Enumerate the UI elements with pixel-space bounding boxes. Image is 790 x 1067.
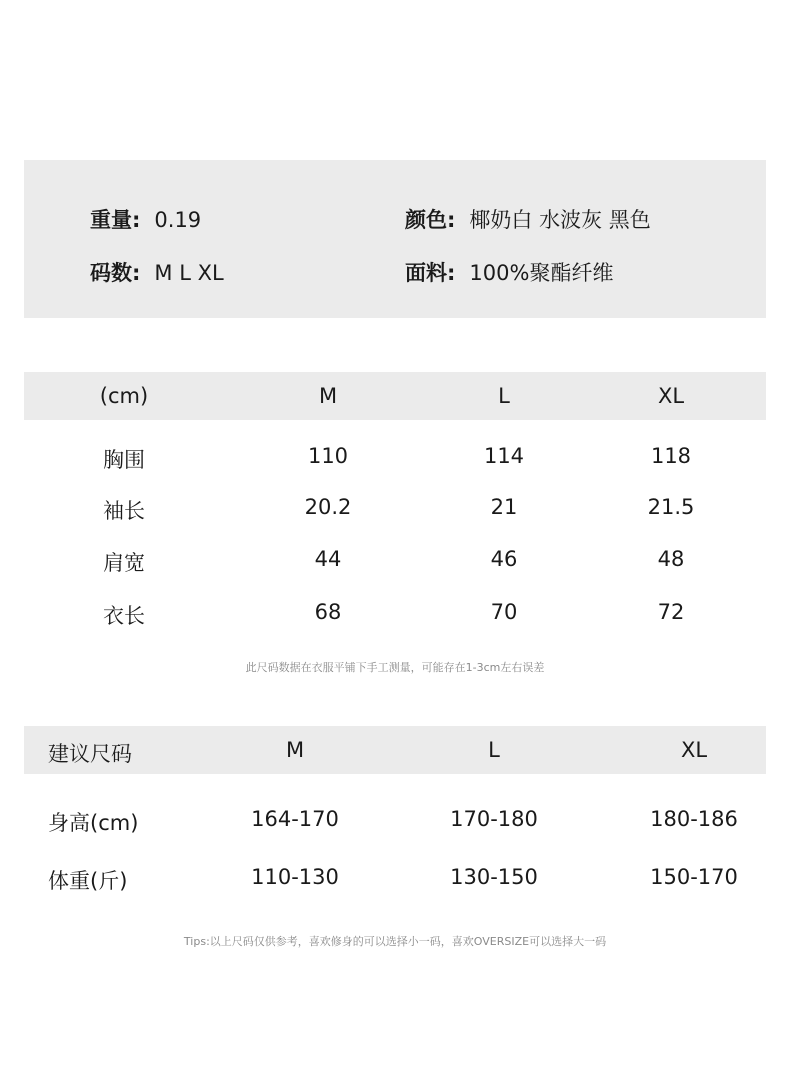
recommend-row-height-label: 身高(cm) [48, 811, 139, 835]
measure-row-shoulder-l: 46 [490, 547, 518, 571]
recommend-row-weight-xl: 150-170 [650, 865, 738, 889]
measure-header-xl: XL [657, 384, 685, 408]
recommend-row-height-l: 170-180 [450, 807, 538, 831]
material-value: 100%聚酯纤维 [469, 261, 614, 285]
color-field [405, 204, 651, 234]
measure-row-length-label: 衣长 [103, 604, 145, 628]
size-value: M L XL [154, 261, 224, 285]
measure-row-length-xl: 72 [657, 600, 685, 624]
measure-header-l: L [498, 384, 510, 408]
recommend-row-weight-l: 130-150 [450, 865, 538, 889]
recommend-row-height-m: 164-170 [251, 807, 339, 831]
weight-value: 0.19 [154, 208, 202, 232]
measure-row-sleeve-m: 20.2 [304, 495, 352, 519]
size-field [90, 257, 224, 287]
measure-row-sleeve-l: 21 [490, 495, 518, 519]
recommend-row-height-xl: 180-186 [650, 807, 738, 831]
recommend-header-l: L [488, 738, 500, 762]
material-label: 面料: [405, 261, 456, 285]
measure-row-chest-xl: 118 [650, 444, 692, 468]
recommend-header-bar [24, 726, 766, 774]
measure-row-sleeve-xl: 21.5 [647, 495, 695, 519]
weight-label: 重量: [90, 208, 141, 232]
product-info-panel [24, 160, 766, 318]
measure-row-length-m: 68 [314, 600, 342, 624]
measure-row-shoulder-m: 44 [314, 547, 342, 571]
recommend-row-weight-m: 110-130 [251, 865, 339, 889]
measure-row-shoulder-xl: 48 [657, 547, 685, 571]
color-label: 颜色: [405, 208, 456, 232]
measure-row-sleeve-label: 袖长 [103, 499, 145, 523]
recommend-header-m: M [285, 738, 305, 762]
measure-row-chest-m: 110 [307, 444, 349, 468]
recommend-tips: Tips:以上尺码仅供参考，喜欢修身的可以选择小一码，喜欢OVERSIZE可以选择大一码 [183, 935, 607, 948]
measure-header-m: M [318, 384, 338, 408]
measure-row-shoulder-label: 肩宽 [103, 551, 145, 575]
size-label: 码数: [90, 261, 141, 285]
measure-note: 此尺码数据在衣服平铺下手工测量，可能存在1-3cm左右误差 [245, 661, 545, 674]
measure-row-length-l: 70 [490, 600, 518, 624]
recommend-header-title: 建议尺码 [48, 742, 132, 766]
weight-field [90, 204, 201, 234]
recommend-row-weight-label: 体重(斤) [48, 869, 128, 893]
recommend-header-xl: XL [680, 738, 708, 762]
measure-row-chest-l: 114 [483, 444, 525, 468]
material-field [405, 257, 613, 287]
color-value: 椰奶白 水波灰 黑色 [469, 208, 651, 232]
measure-row-chest-label: 胸围 [103, 448, 145, 472]
measure-header-unit: (cm) [99, 384, 149, 408]
